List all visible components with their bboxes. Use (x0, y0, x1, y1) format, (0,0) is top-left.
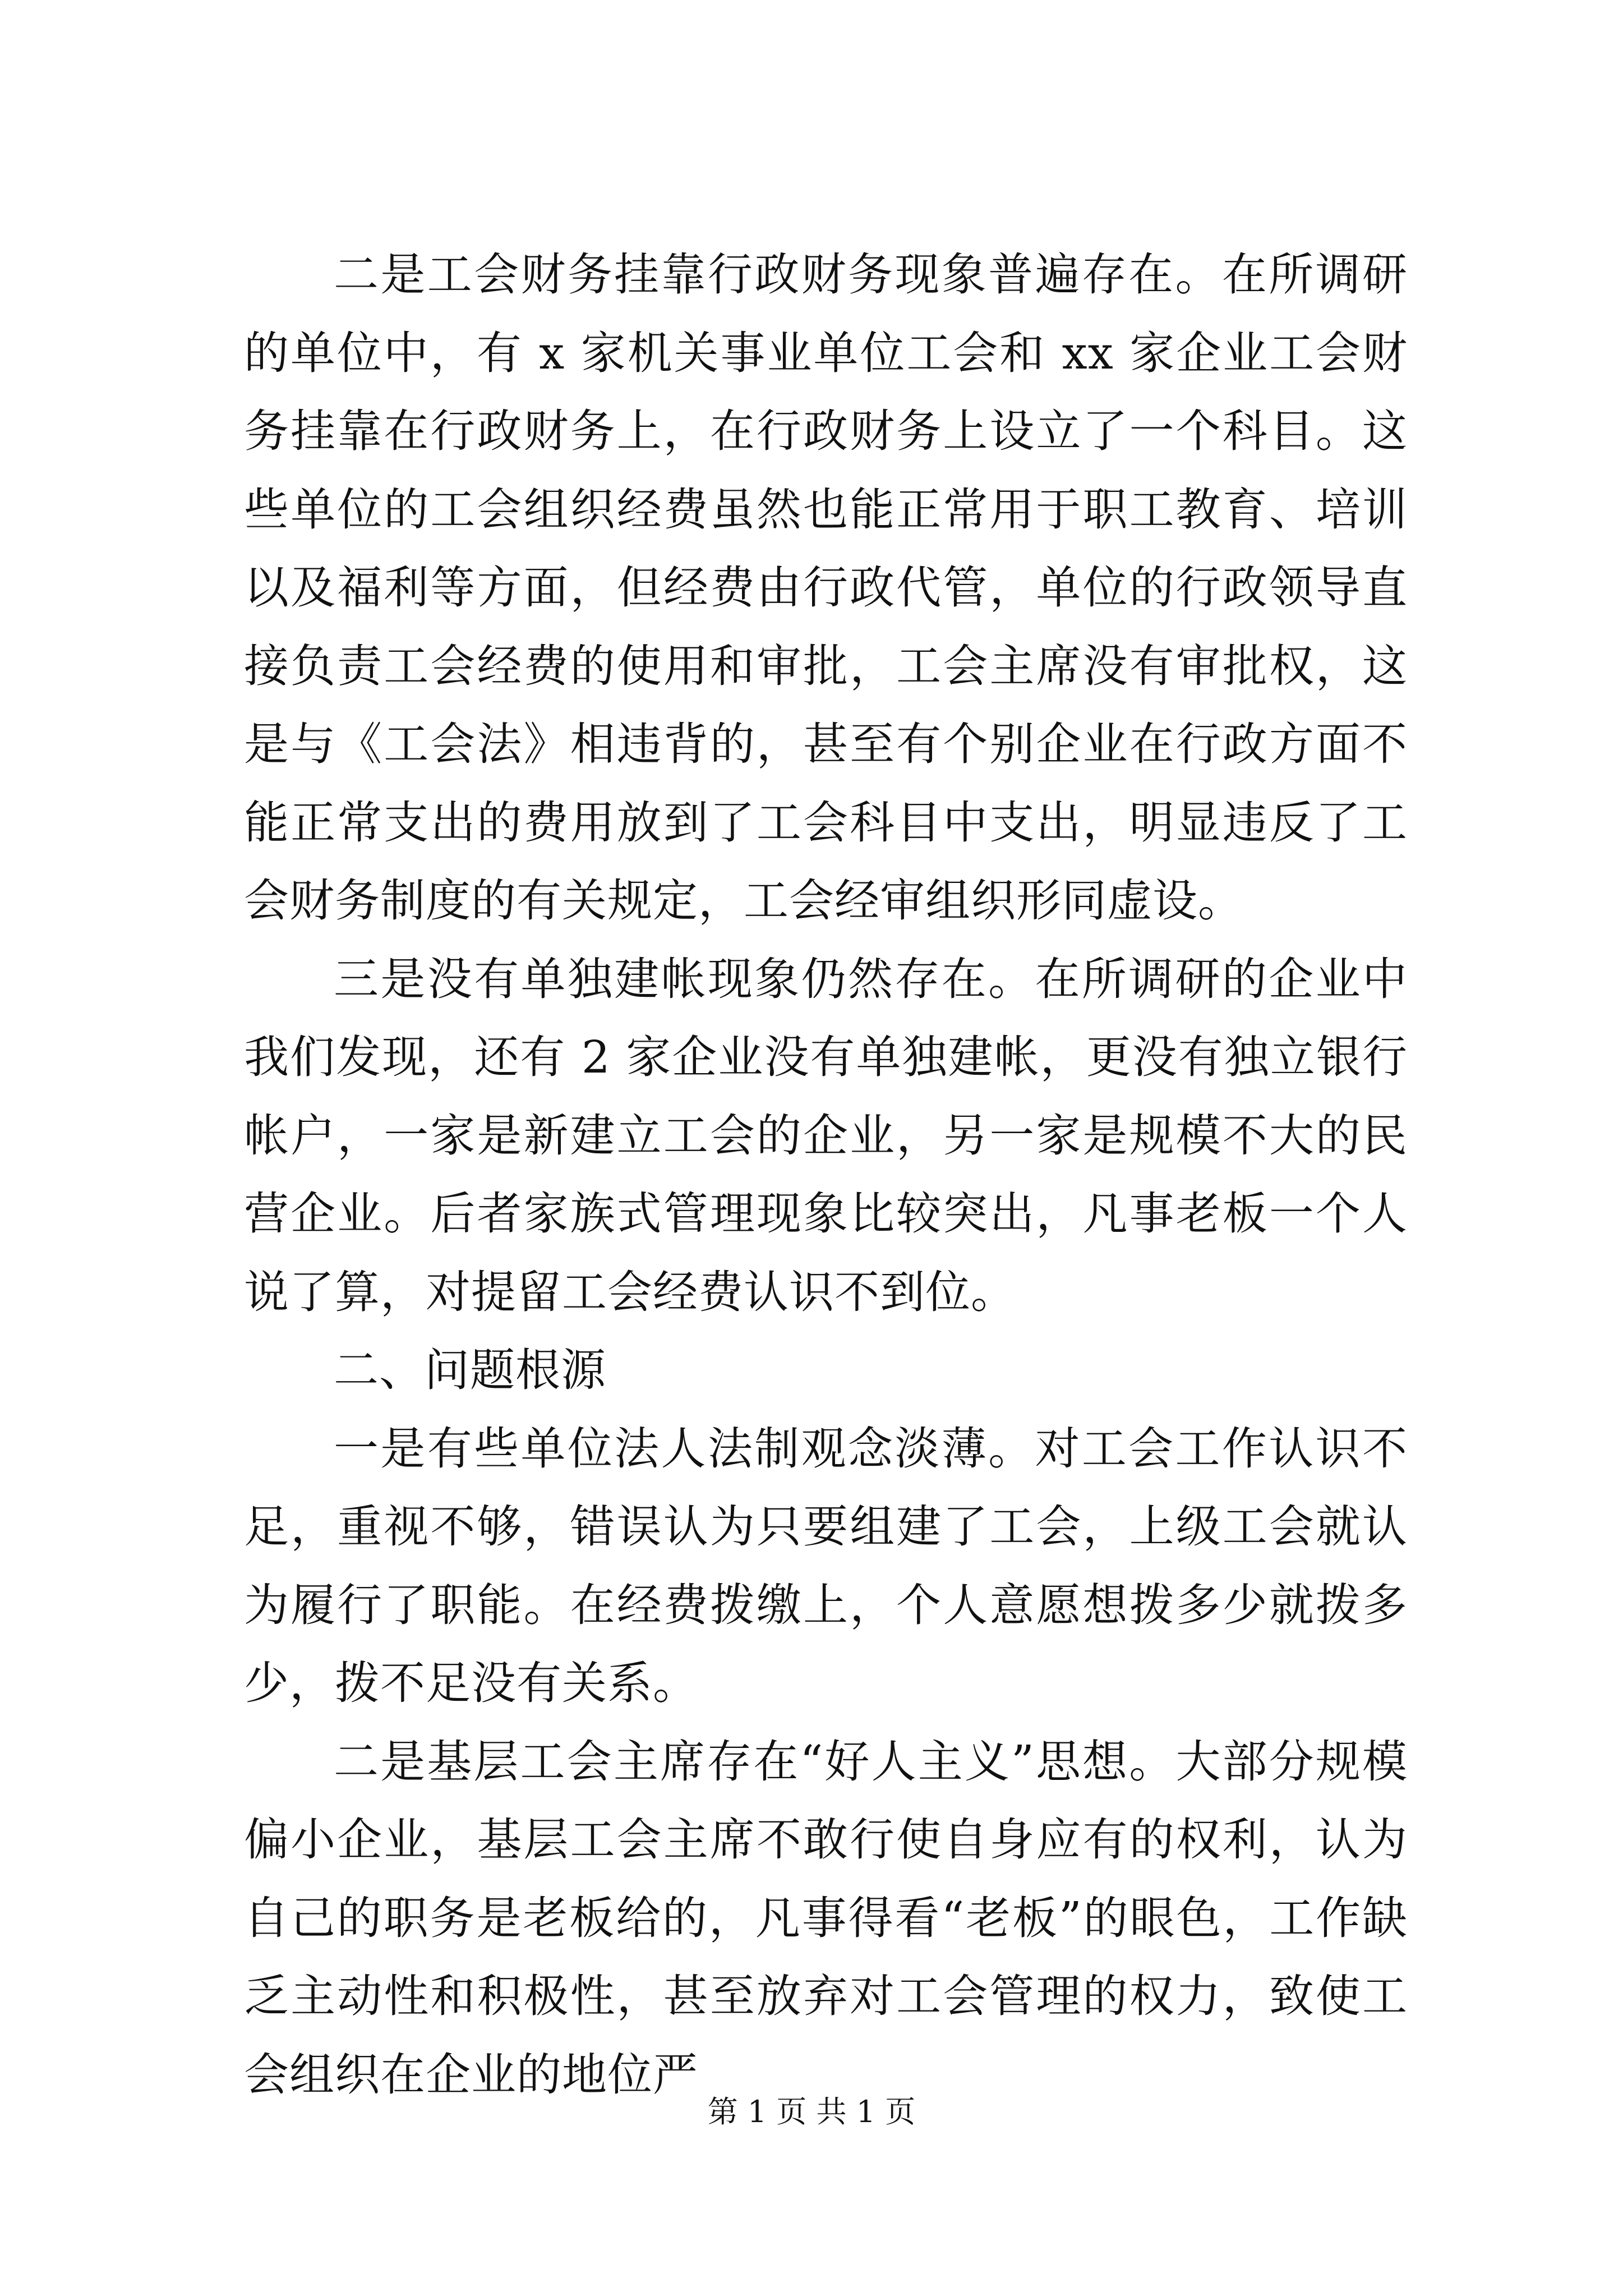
paragraph-finance-affiliation: 二是工会财务挂靠行政财务现象普遍存在。在所调研的单位中，有 x 家机关事业单位工会和 xx 家企业工会财务挂靠在行政财务上，在行政财务上设立了一个科目。这些单位的工会组织经费虽然也能正常用于职工教育、培训以及福利等方面，但经费由行政代管，单位的行政领导直接负责工会经费的使用和审批，工会主席没有审批权，这是与《工会法》相违背的，甚至有个别企业在行政方面不能正常支出的费用放到了工会科目中支出，明显违反了工会财务制度的有关规定，工会经审组织形同虚设。 (244, 249, 1408, 927)
page-footer: 第 1 页 共 1 页 (707, 2094, 916, 2129)
paragraph-legal-awareness: 一是有些单位法人法制观念淡薄。对工会工作认识不足，重视不够，错误认为只要组建了工会，上级工会就认为履行了职能。在经费拨缴上，个人意愿想拨多少就拨多少，拨不足没有关系。 (244, 1422, 1408, 1709)
paragraph-union-chair-attitude: 二是基层工会主席存在“好人主义”思想。大部分规模偏小企业，基层工会主席不敢行使自身应有的权利，认为自己的职务是老板给的，凡事得看“老板”的眼色，工作缺乏主动性和积极性，甚至放弃对工会管理的权力，致使工会组织在企业的地位严 (244, 1735, 1408, 2101)
paragraph-no-separate-account: 三是没有单独建帐现象仍然存在。在所调研的企业中我们发现，还有 2 家企业没有单独建帐，更没有独立银行帐户，一家是新建立工会的企业，另一家是规模不大的民营企业。后者家族式管理现象比较突出，凡事老板一个人说了算，对提留工会经费认识不到位。 (244, 953, 1408, 1318)
document-body (244, 236, 1408, 2114)
section-heading-problem-root: 二、问题根源 (334, 1344, 606, 1396)
